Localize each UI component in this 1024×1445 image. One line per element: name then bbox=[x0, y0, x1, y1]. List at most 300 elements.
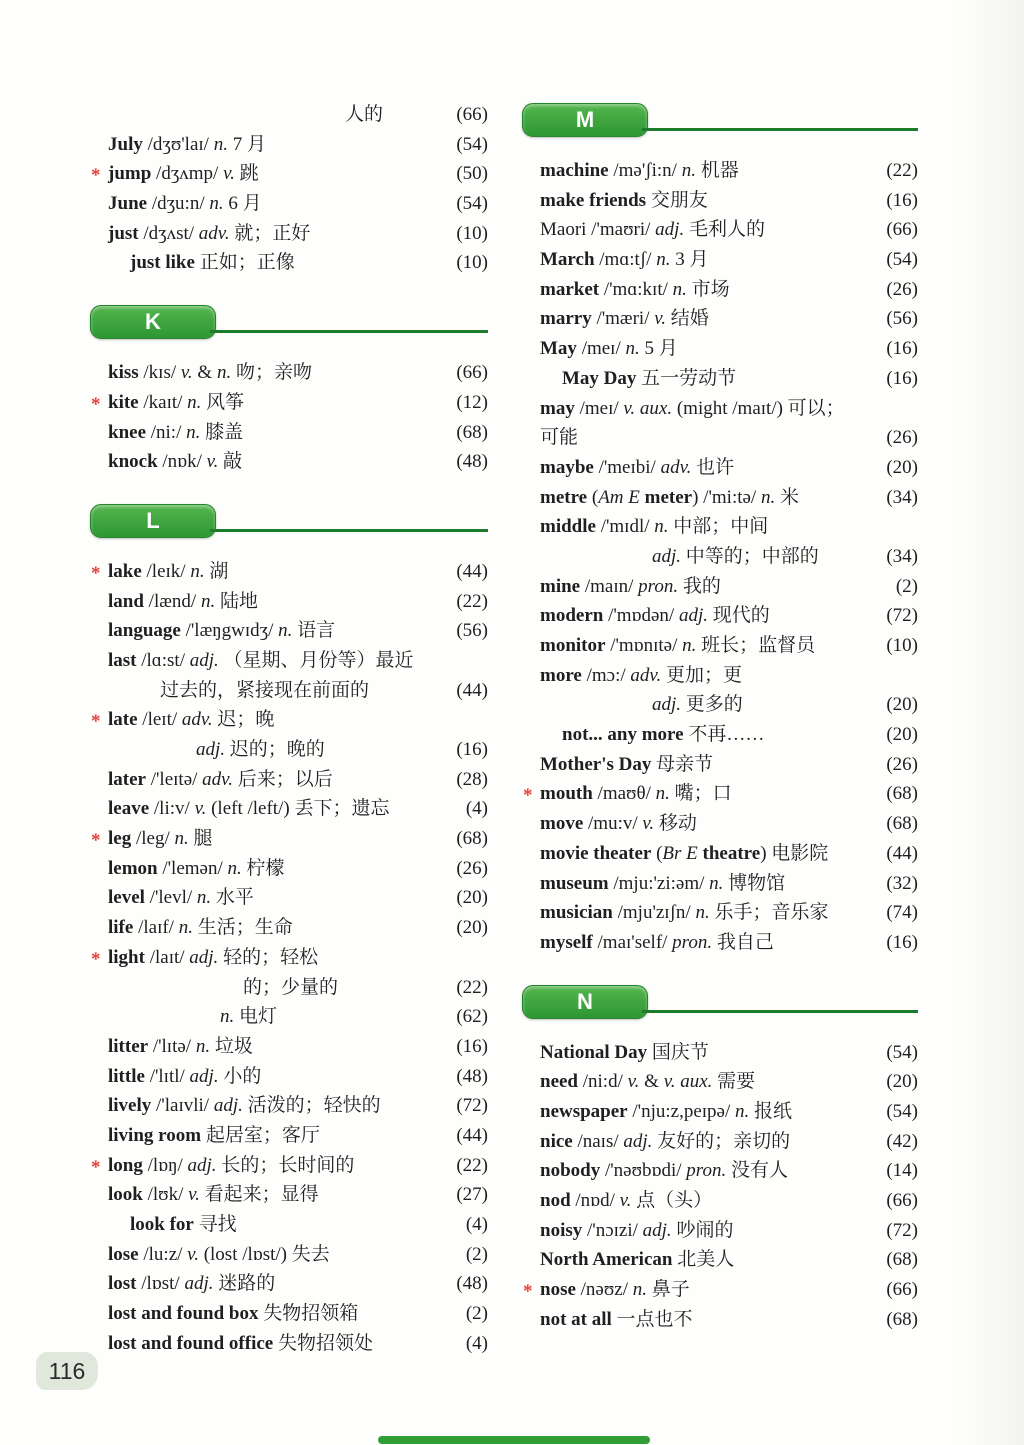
entry-text: March /mɑ:tʃ/ n. 3 月 bbox=[540, 249, 709, 271]
entry-text: machine /mə'ʃi:n/ n. 机器 bbox=[540, 160, 739, 181]
entry-text: light /laɪt/ adj. 轻的；轻松 bbox=[108, 946, 319, 968]
page-ref: (20) bbox=[456, 887, 488, 909]
entry-text: June /dʒu:n/ n. 6 月 bbox=[108, 193, 262, 215]
section-header-L bbox=[90, 504, 488, 538]
page-ref: (20) bbox=[886, 694, 918, 716]
page-ref: (68) bbox=[886, 1308, 918, 1330]
vocab-entry bbox=[91, 159, 488, 189]
star-marker: * bbox=[91, 711, 101, 733]
entry-line bbox=[108, 943, 488, 973]
entry-text: myself /maɪ'self/ pron. 我自己 bbox=[540, 931, 774, 953]
vocab-entry bbox=[540, 304, 918, 334]
vocab-entry bbox=[540, 1245, 918, 1275]
entry-line bbox=[540, 1305, 918, 1335]
star-marker: * bbox=[91, 948, 101, 970]
entry-text: North American 北美人 bbox=[540, 1249, 735, 1271]
vocab-entry bbox=[540, 364, 918, 394]
entry-line bbox=[540, 1156, 918, 1186]
page-ref: (74) bbox=[886, 902, 918, 924]
page-ref: (66) bbox=[886, 219, 918, 241]
entry-text: long /lɒŋ/ adj. 长的；长时间的 bbox=[108, 1154, 355, 1176]
page-ref: (34) bbox=[886, 545, 918, 567]
vocab-entry bbox=[108, 1091, 488, 1121]
page-ref: (22) bbox=[886, 160, 918, 181]
entry-line bbox=[540, 156, 918, 186]
page-ref: (48) bbox=[456, 451, 488, 473]
page-ref: (22) bbox=[456, 976, 488, 998]
entry-text: museum /mju:'zi:əm/ n. 博物馆 bbox=[540, 872, 786, 894]
page-ref: (10) bbox=[456, 222, 488, 244]
entry-line bbox=[540, 453, 918, 483]
vocab-entry bbox=[108, 646, 488, 705]
entry-line bbox=[540, 512, 918, 542]
entry-text: market /'mɑ:kɪt/ n. 市场 bbox=[540, 278, 730, 300]
vocab-entry bbox=[108, 447, 488, 477]
vocab-entry bbox=[108, 794, 488, 824]
entry-line bbox=[540, 928, 918, 958]
entry-text: nice /naɪs/ adj. 友好的；亲切的 bbox=[540, 1130, 791, 1152]
entry-text: lively /'laɪvli/ adj. 活泼的；轻快的 bbox=[108, 1095, 381, 1117]
vocab-entry bbox=[108, 100, 488, 130]
entry-text: 人的 bbox=[345, 104, 384, 125]
entry-line bbox=[108, 1240, 488, 1270]
vocab-entry bbox=[108, 358, 488, 388]
entry-text: may /meɪ/ v. aux. (might /maɪt/) 可以； bbox=[540, 397, 845, 419]
vocab-entry bbox=[108, 883, 488, 913]
page-ref: (42) bbox=[886, 1130, 918, 1152]
entry-line bbox=[108, 418, 488, 448]
entry-text: adj. 更多的 bbox=[652, 694, 743, 716]
entry-text: leg /leg/ n. 腿 bbox=[108, 828, 213, 850]
entry-line bbox=[540, 1067, 918, 1097]
entry-line bbox=[540, 898, 918, 928]
star-marker: * bbox=[523, 785, 533, 807]
page-ref: (4) bbox=[465, 1214, 488, 1235]
vocab-entry bbox=[540, 898, 918, 928]
entry-line bbox=[540, 809, 918, 839]
page-ref: (66) bbox=[886, 1279, 918, 1301]
entry-text: look /lʊk/ v. 看起来；显得 bbox=[108, 1184, 319, 1206]
entry-text: middle /'mɪdl/ n. 中部；中间 bbox=[540, 516, 769, 538]
vocab-entry bbox=[540, 661, 918, 720]
entry-line bbox=[540, 186, 918, 216]
page-ref: (44) bbox=[886, 842, 918, 864]
entry-line bbox=[540, 750, 918, 780]
entry-line bbox=[540, 1245, 918, 1275]
page-ref: (20) bbox=[886, 1071, 918, 1093]
entry-text: mouth /maʊθ/ n. 嘴；口 bbox=[540, 783, 732, 805]
entry-text: modern /'mɒdən/ adj. 现代的 bbox=[540, 605, 770, 627]
vocab-entry bbox=[108, 1180, 488, 1210]
vocab-entry bbox=[523, 779, 918, 809]
vocab-entry bbox=[540, 512, 918, 571]
page-ref: (16) bbox=[456, 739, 488, 760]
entry-text: 的；少量的 bbox=[243, 976, 339, 998]
section-header-K bbox=[90, 305, 488, 339]
vocab-entry bbox=[91, 705, 488, 764]
entry-text: newspaper /'nju:z,peɪpə/ n. 报纸 bbox=[540, 1100, 793, 1122]
page-ref: (12) bbox=[456, 391, 488, 413]
page-ref: (32) bbox=[886, 872, 918, 894]
entry-text: May Day 五一劳动节 bbox=[562, 367, 737, 389]
page-ref: (2) bbox=[465, 1303, 488, 1325]
vocab-entry bbox=[540, 1216, 918, 1246]
page-ref: (26) bbox=[456, 857, 488, 879]
page-ref: (10) bbox=[886, 635, 918, 656]
entry-line bbox=[108, 358, 488, 388]
entry-line bbox=[108, 1062, 488, 1092]
entry-text: National Day 国庆节 bbox=[540, 1041, 709, 1063]
page-number: 116 bbox=[48, 1357, 86, 1384]
entry-line bbox=[540, 779, 918, 809]
entry-line bbox=[108, 1329, 488, 1359]
entry-text: late /leɪt/ adv. 迟；晚 bbox=[108, 709, 275, 731]
page-ref: (50) bbox=[456, 163, 488, 185]
page-ref: (56) bbox=[886, 308, 918, 330]
entry-line bbox=[108, 1180, 488, 1210]
entry-line bbox=[540, 1038, 918, 1068]
vocab-entry bbox=[540, 334, 918, 364]
entry-text: living room 起居室；客厅 bbox=[108, 1124, 320, 1146]
entry-line bbox=[540, 1275, 918, 1305]
page-ref: (22) bbox=[456, 590, 488, 612]
entry-text: marry /'mæri/ v. 结婚 bbox=[540, 308, 709, 330]
vocab-entry bbox=[108, 189, 488, 219]
page-ref: (72) bbox=[456, 1095, 488, 1117]
section-header-M bbox=[522, 103, 918, 137]
page-ref: (16) bbox=[886, 189, 918, 211]
star-marker: * bbox=[91, 1156, 101, 1178]
vocab-entry bbox=[540, 720, 918, 750]
entry-text: July /dʒʊ'laɪ/ n. 7 月 bbox=[108, 133, 266, 155]
page-scan-edge bbox=[954, 0, 1024, 1445]
entry-line bbox=[540, 839, 918, 869]
vocab-entry bbox=[540, 394, 918, 453]
entry-text: language /'læŋgwɪdʒ/ n. 语言 bbox=[108, 620, 336, 642]
entry-line bbox=[540, 720, 918, 750]
entry-text: nose /nəʊz/ n. 鼻子 bbox=[540, 1279, 690, 1301]
entry-line bbox=[108, 824, 488, 854]
page-ref: (48) bbox=[456, 1065, 488, 1087]
entry-text: n. 电灯 bbox=[220, 1006, 278, 1028]
entry-line bbox=[540, 542, 918, 572]
entry-line bbox=[540, 423, 918, 453]
entry-line bbox=[540, 1216, 918, 1246]
vocab-entry bbox=[91, 824, 488, 854]
entry-text: just /dʒʌst/ adv. 就；正好 bbox=[108, 222, 311, 244]
page-ref: (16) bbox=[886, 931, 918, 953]
vocab-entry bbox=[540, 869, 918, 899]
vocab-entry bbox=[91, 1151, 488, 1181]
entry-line bbox=[108, 1002, 488, 1032]
entry-text: just like 正如；正像 bbox=[130, 252, 295, 274]
entry-text: kite /kaɪt/ n. 风筝 bbox=[108, 391, 245, 413]
entry-line bbox=[108, 913, 488, 943]
entry-text: adj. 迟的；晚的 bbox=[196, 739, 325, 760]
entry-text: lemon /'lemən/ n. 柠檬 bbox=[108, 857, 285, 879]
entry-text: mine /maɪn/ pron. 我的 bbox=[540, 575, 721, 597]
page-ref: (68) bbox=[456, 421, 488, 443]
entry-line bbox=[108, 735, 488, 765]
entry-line bbox=[108, 1299, 488, 1329]
vocab-entry bbox=[108, 248, 488, 278]
entry-line bbox=[540, 245, 918, 275]
vocab-entry bbox=[91, 557, 488, 587]
entry-text: not... any more 不再…… bbox=[562, 724, 765, 746]
vocab-entry bbox=[108, 1329, 488, 1359]
page-ref: (68) bbox=[456, 828, 488, 850]
entry-line bbox=[108, 676, 488, 706]
page-ref: (54) bbox=[456, 133, 488, 155]
entry-text: litter /'lɪtə/ n. 垃圾 bbox=[108, 1035, 253, 1057]
entry-text: noisy /'nɔɪzi/ adj. 吵闹的 bbox=[540, 1219, 734, 1241]
star-marker: * bbox=[91, 393, 101, 415]
vocab-entry bbox=[108, 616, 488, 646]
vocab-entry bbox=[540, 275, 918, 305]
vocab-entry bbox=[540, 1097, 918, 1127]
entry-text: move /mu:v/ v. 移动 bbox=[540, 813, 697, 835]
page-ref: (4) bbox=[465, 1332, 488, 1354]
star-marker: * bbox=[523, 1281, 533, 1303]
vocab-entry bbox=[108, 854, 488, 884]
page-ref: (20) bbox=[886, 456, 918, 478]
entry-line bbox=[540, 1127, 918, 1157]
vocab-entry bbox=[108, 1121, 488, 1151]
entry-line bbox=[540, 661, 918, 691]
entry-text: maybe /'meɪbi/ adv. 也许 bbox=[540, 456, 735, 478]
section-header-N bbox=[522, 985, 918, 1019]
entry-line bbox=[108, 854, 488, 884]
entry-text: lake /leɪk/ n. 湖 bbox=[108, 560, 229, 582]
entry-line bbox=[108, 159, 488, 189]
section-letter-pill: L bbox=[90, 504, 216, 538]
vocab-entry bbox=[108, 1062, 488, 1092]
vocab-entry bbox=[540, 186, 918, 216]
entry-line bbox=[540, 304, 918, 334]
page-ref: (68) bbox=[886, 783, 918, 805]
entry-text: movie theater (Br E theatre) 电影院 bbox=[540, 842, 829, 864]
section-rule bbox=[642, 128, 918, 131]
star-marker: * bbox=[91, 562, 101, 584]
entry-line bbox=[108, 388, 488, 418]
entry-line bbox=[540, 275, 918, 305]
entry-text: knee /ni:/ n. 膝盖 bbox=[108, 421, 244, 443]
entry-text: last /lɑ:st/ adj. （星期、月份等）最近 bbox=[108, 649, 414, 671]
entry-line bbox=[108, 219, 488, 249]
entry-line bbox=[108, 130, 488, 160]
entry-line bbox=[540, 1186, 918, 1216]
page-ref: (22) bbox=[456, 1154, 488, 1176]
entry-line bbox=[108, 1210, 488, 1240]
entry-line bbox=[108, 883, 488, 913]
vocab-entry bbox=[108, 1210, 488, 1240]
entry-line bbox=[108, 587, 488, 617]
entry-line bbox=[540, 1097, 918, 1127]
entry-line bbox=[540, 215, 918, 245]
vocab-entry bbox=[108, 765, 488, 795]
entry-text: knock /nɒk/ v. 敲 bbox=[108, 451, 243, 473]
entry-line bbox=[108, 1121, 488, 1151]
page-ref: (16) bbox=[886, 367, 918, 389]
entry-text: 可能 bbox=[540, 427, 579, 449]
vocab-entry bbox=[540, 1127, 918, 1157]
entry-line bbox=[108, 557, 488, 587]
vocab-entry bbox=[540, 572, 918, 602]
vocab-entry bbox=[91, 943, 488, 1032]
entry-line bbox=[540, 601, 918, 631]
vocab-entry bbox=[540, 1067, 918, 1097]
vocab-entry bbox=[540, 1038, 918, 1068]
page-ref: (72) bbox=[886, 605, 918, 627]
vocab-entry bbox=[540, 215, 918, 245]
page-ref: (20) bbox=[886, 724, 918, 746]
entry-line bbox=[108, 189, 488, 219]
entry-text: not at all 一点也不 bbox=[540, 1308, 693, 1330]
entry-line bbox=[540, 690, 918, 720]
vocab-entry bbox=[540, 1186, 918, 1216]
section-letter-pill: M bbox=[522, 103, 648, 137]
page-ref: (66) bbox=[886, 1190, 918, 1211]
page-ref: (2) bbox=[895, 575, 918, 597]
entry-text: musician /mju'zɪʃn/ n. 乐手；音乐家 bbox=[540, 902, 829, 924]
entry-line bbox=[540, 572, 918, 602]
entry-line bbox=[540, 869, 918, 899]
page-ref: (68) bbox=[886, 813, 918, 835]
page-ref: (66) bbox=[456, 104, 488, 125]
entry-line bbox=[108, 765, 488, 795]
page-ref: (28) bbox=[456, 768, 488, 790]
vocab-entry bbox=[108, 1240, 488, 1270]
page-ref: (26) bbox=[886, 753, 918, 775]
vocab-entry bbox=[540, 483, 918, 513]
section-letter-pill: N bbox=[522, 985, 648, 1019]
vocab-entry bbox=[540, 453, 918, 483]
entry-line bbox=[108, 973, 488, 1003]
entry-text: lose /lu:z/ v. (lost /lɒst/) 失去 bbox=[108, 1243, 330, 1265]
entry-line bbox=[108, 100, 488, 130]
entry-text: level /'levl/ n. 水平 bbox=[108, 887, 254, 909]
entry-text: little /'lɪtl/ adj. 小的 bbox=[108, 1065, 262, 1087]
entry-line bbox=[108, 1151, 488, 1181]
entry-text: kiss /kɪs/ v. & n. 吻；亲吻 bbox=[108, 362, 312, 384]
entry-line bbox=[540, 364, 918, 394]
entry-line bbox=[108, 248, 488, 278]
entry-text: 过去的，紧接现在前面的 bbox=[160, 679, 370, 701]
entry-line bbox=[108, 1269, 488, 1299]
entry-text: need /ni:d/ v. & v. aux. 需要 bbox=[540, 1071, 756, 1093]
bottom-green-bar bbox=[378, 1436, 650, 1444]
vocab-entry bbox=[108, 1299, 488, 1329]
page-ref: (54) bbox=[886, 1041, 918, 1063]
entry-text: later /'leɪtə/ adv. 后来；以后 bbox=[108, 768, 333, 790]
page-ref: (54) bbox=[886, 1100, 918, 1122]
page-number-badge bbox=[36, 1352, 98, 1390]
page-ref: (27) bbox=[456, 1184, 488, 1206]
page-ref: (44) bbox=[456, 560, 488, 582]
vocab-entry bbox=[540, 631, 918, 661]
page-ref: (10) bbox=[456, 252, 488, 274]
vocab-entry bbox=[540, 750, 918, 780]
vocab-entry bbox=[540, 601, 918, 631]
page-ref: (62) bbox=[456, 1006, 488, 1028]
page-ref: (72) bbox=[886, 1219, 918, 1241]
page-ref: (44) bbox=[456, 679, 488, 701]
vocab-entry bbox=[108, 1269, 488, 1299]
section-rule bbox=[210, 529, 488, 532]
entry-line bbox=[540, 334, 918, 364]
entry-text: jump /dʒʌmp/ v. 跳 bbox=[108, 163, 259, 185]
entry-text: more /mɔ:/ adv. 更加；更 bbox=[540, 664, 742, 686]
page-ref: (68) bbox=[886, 1249, 918, 1271]
entry-line bbox=[108, 794, 488, 824]
page-ref: (54) bbox=[456, 193, 488, 215]
vocab-entry bbox=[108, 418, 488, 448]
entry-text: monitor /'mɒnɪtə/ n. 班长；监督员 bbox=[540, 635, 816, 656]
page-ref: (66) bbox=[456, 362, 488, 384]
page-ref: (44) bbox=[456, 1124, 488, 1146]
vocab-entry bbox=[91, 388, 488, 418]
entry-text: Maori /'maʊri/ adj. 毛利人的 bbox=[540, 219, 765, 241]
entry-text: nod /nɒd/ v. 点（头） bbox=[540, 1190, 713, 1211]
entry-line bbox=[540, 394, 918, 424]
page-ref: (54) bbox=[886, 249, 918, 271]
vocab-entry bbox=[108, 1032, 488, 1062]
page-ref: (56) bbox=[456, 620, 488, 642]
entry-text: life /laɪf/ n. 生活；生命 bbox=[108, 917, 293, 939]
entry-line bbox=[108, 705, 488, 735]
entry-text: May /meɪ/ n. 5 月 bbox=[540, 338, 678, 360]
vocab-entry bbox=[540, 809, 918, 839]
vocab-entry bbox=[108, 587, 488, 617]
page-ref: (16) bbox=[886, 338, 918, 360]
page-ref: (14) bbox=[886, 1160, 918, 1182]
page-ref: (4) bbox=[465, 798, 488, 820]
vocab-entry bbox=[540, 1305, 918, 1335]
entry-text: leave /li:v/ v. (left /left/) 丢下；遗忘 bbox=[108, 798, 390, 820]
vocab-entry bbox=[108, 219, 488, 249]
page-ref: (26) bbox=[886, 278, 918, 300]
page-ref: (48) bbox=[456, 1273, 488, 1295]
page-ref: (20) bbox=[456, 917, 488, 939]
entry-line bbox=[108, 616, 488, 646]
entry-text: Mother's Day 母亲节 bbox=[540, 753, 714, 775]
entry-line bbox=[540, 483, 918, 513]
entry-text: look for 寻找 bbox=[130, 1214, 237, 1235]
entry-line bbox=[540, 631, 918, 661]
entry-text: metre (Am E meter) /'mi:tə/ n. 米 bbox=[540, 486, 799, 508]
left-column bbox=[91, 100, 488, 1358]
entry-text: lost and found office 失物招领处 bbox=[108, 1332, 373, 1354]
right-column bbox=[523, 100, 918, 1334]
entry-line bbox=[108, 1032, 488, 1062]
vocab-entry bbox=[540, 839, 918, 869]
vocab-entry bbox=[108, 130, 488, 160]
vocab-entry bbox=[540, 245, 918, 275]
entry-text: adj. 中等的；中部的 bbox=[652, 545, 819, 567]
section-rule bbox=[642, 1010, 918, 1013]
page-ref: (26) bbox=[886, 427, 918, 449]
vocab-entry bbox=[540, 928, 918, 958]
vocab-entry bbox=[540, 156, 918, 186]
entry-line bbox=[108, 646, 488, 676]
page-ref: (2) bbox=[465, 1243, 488, 1265]
entry-text: lost and found box 失物招领箱 bbox=[108, 1303, 359, 1325]
entry-line bbox=[108, 1091, 488, 1121]
vocab-entry bbox=[523, 1275, 918, 1305]
entry-text: nobody /'nəʊbɒdi/ pron. 没有人 bbox=[540, 1160, 788, 1182]
page-ref: (34) bbox=[886, 486, 918, 508]
star-marker: * bbox=[91, 165, 101, 187]
